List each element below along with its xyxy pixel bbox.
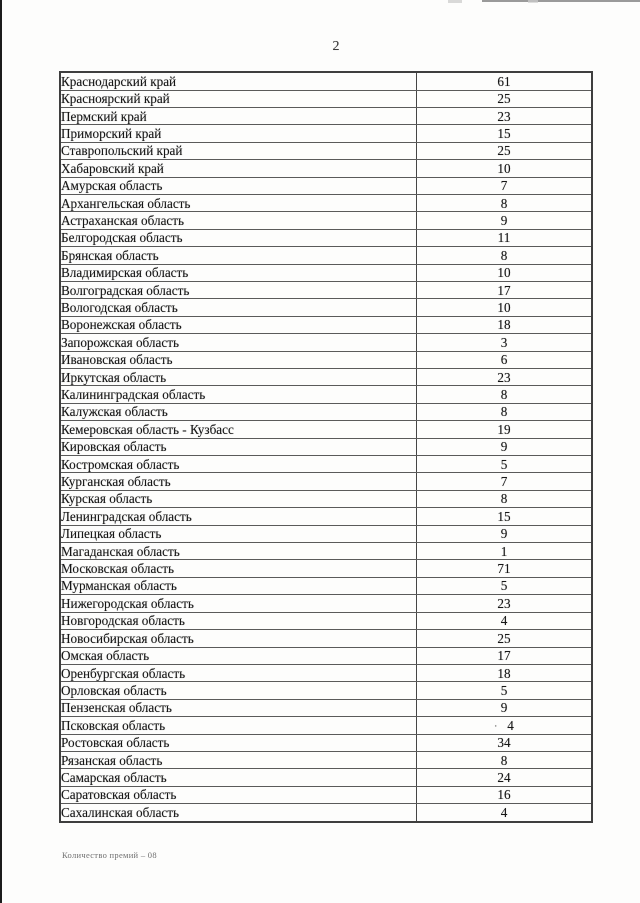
region-name-cell: Ставропольский край: [60, 142, 417, 159]
table-row: [60, 717, 592, 734]
table-row: [60, 316, 592, 333]
region-name-cell: Кировская область: [60, 438, 417, 455]
region-count-cell: 10: [417, 299, 593, 316]
region-count-cell: 7: [417, 177, 593, 194]
table-row: [60, 438, 592, 455]
region-count-cell: 17: [417, 281, 593, 298]
region-name-cell: Курганская область: [60, 473, 417, 490]
table-row: [60, 212, 592, 229]
region-count-cell: 8: [417, 386, 593, 403]
table-row: [60, 490, 592, 507]
region-count-cell: 9: [417, 212, 593, 229]
footer-note: Количество премий – 08: [62, 850, 157, 860]
region-count-cell: 15: [417, 125, 593, 142]
region-count-cell: 71: [417, 560, 593, 577]
region-count-cell: 8: [417, 194, 593, 211]
table-row: [60, 386, 592, 403]
table-row: [60, 160, 592, 177]
table-row: [60, 351, 592, 368]
region-count-cell: 10: [417, 160, 593, 177]
region-name-cell: Пензенская область: [60, 699, 417, 716]
region-count-cell: 11: [417, 229, 593, 246]
region-count-cell: 15: [417, 508, 593, 525]
region-count-cell: 8: [417, 490, 593, 507]
region-name-cell: Хабаровский край: [60, 160, 417, 177]
region-count-cell: 9: [417, 525, 593, 542]
region-name-cell: Ростовская область: [60, 734, 417, 751]
region-name-cell: Саратовская область: [60, 786, 417, 803]
table-row: [60, 543, 592, 560]
region-count-cell: 8: [417, 751, 593, 768]
region-count-cell: 25: [417, 630, 593, 647]
table-row: [60, 247, 592, 264]
page-number: 2: [332, 39, 340, 54]
region-name-cell: Сахалинская область: [60, 804, 417, 822]
region-count-cell: 24: [417, 769, 593, 786]
region-name-cell: Белгородская область: [60, 229, 417, 246]
scan-smudge-artifact: [528, 0, 538, 3]
region-name-cell: Курская область: [60, 490, 417, 507]
table-row: [60, 456, 592, 473]
region-name-cell: Псковская область: [60, 717, 417, 734]
region-count-cell: 16: [417, 786, 593, 803]
region-name-cell: Мурманская область: [60, 577, 417, 594]
region-name-cell: Московская область: [60, 560, 417, 577]
table-row: [60, 595, 592, 612]
region-name-cell: Липецкая область: [60, 525, 417, 542]
region-name-cell: Орловская область: [60, 682, 417, 699]
table-row: [60, 525, 592, 542]
region-count-cell: 61: [417, 72, 593, 90]
table-row: [60, 281, 592, 298]
region-name-cell: Ивановская область: [60, 351, 417, 368]
region-name-cell: Волгоградская область: [60, 281, 417, 298]
region-count-cell: · 4: [417, 717, 593, 734]
region-name-cell: Новгородская область: [60, 612, 417, 629]
scan-smudge-artifact: [448, 0, 462, 3]
region-name-cell: Ленинградская область: [60, 508, 417, 525]
region-name-cell: Омская область: [60, 647, 417, 664]
region-name-cell: Рязанская область: [60, 751, 417, 768]
region-name-cell: Нижегородская область: [60, 595, 417, 612]
region-count-cell: 34: [417, 734, 593, 751]
table-row: [60, 264, 592, 281]
region-name-cell: Астраханская область: [60, 212, 417, 229]
region-name-cell: Калининградская область: [60, 386, 417, 403]
region-count-cell: 17: [417, 647, 593, 664]
table-row: [60, 229, 592, 246]
scan-topright-line-artifact: [482, 0, 640, 2]
region-name-cell: Краснодарский край: [60, 72, 417, 90]
table-row: [60, 804, 592, 822]
table-row: [60, 403, 592, 420]
table-row: [60, 664, 592, 681]
region-name-cell: Запорожская область: [60, 334, 417, 351]
scan-dot-artifact: ·: [494, 721, 498, 732]
region-count-cell: 23: [417, 107, 593, 124]
region-name-cell: Амурская область: [60, 177, 417, 194]
table-row: [60, 647, 592, 664]
region-name-cell: Новосибирская область: [60, 630, 417, 647]
table-row: [60, 177, 592, 194]
region-count-cell: 4: [417, 612, 593, 629]
region-count-cell: 1: [417, 543, 593, 560]
region-count-cell: 3: [417, 334, 593, 351]
region-count-cell: 9: [417, 438, 593, 455]
table-row: [60, 508, 592, 525]
region-name-cell: Костромская область: [60, 456, 417, 473]
table-row: [60, 194, 592, 211]
region-name-cell: Калужская область: [60, 403, 417, 420]
region-count-cell: 5: [417, 456, 593, 473]
region-name-cell: Красноярский край: [60, 90, 417, 107]
region-name-cell: Оренбургская область: [60, 664, 417, 681]
region-name-cell: Магаданская область: [60, 543, 417, 560]
table-row: [60, 751, 592, 768]
region-count-cell: 10: [417, 264, 593, 281]
regions-table-body: [60, 72, 592, 822]
table-row: [60, 421, 592, 438]
region-count-cell: 25: [417, 90, 593, 107]
table-row: [60, 334, 592, 351]
table-row: [60, 90, 592, 107]
table-row: [60, 72, 592, 90]
table-row: [60, 699, 592, 716]
table-row: [60, 369, 592, 386]
table-row: [60, 786, 592, 803]
table-row: [60, 560, 592, 577]
region-name-cell: Владимирская область: [60, 264, 417, 281]
region-count-cell: 25: [417, 142, 593, 159]
region-count-cell: 8: [417, 403, 593, 420]
region-name-cell: Приморский край: [60, 125, 417, 142]
scan-left-edge-artifact: [0, 0, 2, 903]
region-count-cell: 5: [417, 682, 593, 699]
region-name-cell: Воронежская область: [60, 316, 417, 333]
table-row: [60, 682, 592, 699]
regions-table: [59, 71, 593, 823]
table-row: [60, 142, 592, 159]
table-row: [60, 734, 592, 751]
table-row: [60, 769, 592, 786]
region-count-cell: 9: [417, 699, 593, 716]
region-count-cell: 18: [417, 664, 593, 681]
region-count-cell: 19: [417, 421, 593, 438]
region-name-cell: Иркутская область: [60, 369, 417, 386]
region-count-cell: 5: [417, 577, 593, 594]
region-name-cell: Архангельская область: [60, 194, 417, 211]
region-count-cell: 6: [417, 351, 593, 368]
region-name-cell: Пермский край: [60, 107, 417, 124]
region-count-cell: 23: [417, 595, 593, 612]
region-name-cell: Самарская область: [60, 769, 417, 786]
table-row: [60, 107, 592, 124]
table-row: [60, 577, 592, 594]
table-row: [60, 125, 592, 142]
region-name-cell: Брянская область: [60, 247, 417, 264]
table-row: [60, 612, 592, 629]
region-count-cell: 8: [417, 247, 593, 264]
region-name-cell: Кемеровская область - Кузбасс: [60, 421, 417, 438]
table-row: [60, 630, 592, 647]
region-count-cell: 7: [417, 473, 593, 490]
region-count-cell: 4: [417, 804, 593, 822]
region-count-cell: 23: [417, 369, 593, 386]
table-row: [60, 473, 592, 490]
region-name-cell: Вологодская область: [60, 299, 417, 316]
table-row: [60, 299, 592, 316]
region-count-cell: 18: [417, 316, 593, 333]
